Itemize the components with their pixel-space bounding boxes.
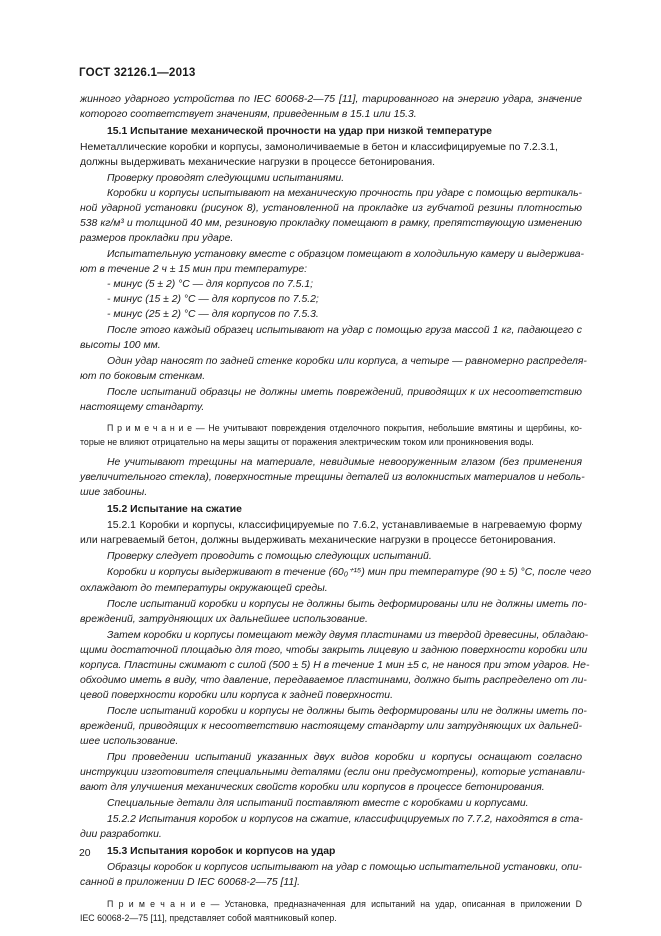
text-line: цевой поверхности коробки или корпуса к задней поверхности.: [80, 690, 393, 701]
section-heading: 15.1 Испытание механической прочности на удар при низкой температуре: [107, 126, 492, 137]
text-line: После испытаний коробки и корпусы не должны быть деформированы или не должны иметь по-: [107, 706, 587, 717]
text-line: вреждений, затрудняющих их дальнейшее использование.: [80, 614, 368, 625]
text-line: 15.2.2 Испытания коробок и корпусов на сжатие, классифицируемых по 7.7.2, находятся в ста-: [107, 814, 583, 825]
text-line: Неметаллические коробки и корпусы, замоноличиваемые в бетон и классифицируемые по 7.2.3.1,: [80, 142, 558, 153]
text-line: санной в приложении D IEC 60068-2—75 [11].: [80, 877, 300, 888]
text-line: ют по боковым стенкам.: [80, 371, 206, 382]
text-line: высоты 100 мм.: [80, 340, 161, 351]
text-line: вреждений, приводящих к несоответствию настоящему стандарту или затрудняющих их дальней-: [80, 721, 582, 732]
section-heading: 15.2 Испытание на сжатие: [107, 504, 242, 515]
text-line: - минус (15 ± 2) °С — для корпусов по 7.5.2;: [107, 294, 319, 305]
note-line: торые не влияют отрицательно на меры защиты от поражения электрическим током или проникновения воды.: [80, 437, 534, 447]
text-line: Один удар наносят по задней стенке коробки или корпуса, а четыре — равномерно распределя-: [107, 356, 587, 367]
text-line: После испытаний коробки и корпусы не должны быть деформированы или не должны иметь по-: [107, 599, 587, 610]
text-line: Проверку следует проводить с помощью следующих испытаний.: [107, 551, 432, 562]
text-line: вают для улучшения механических свойств коробки или корпусов в процессе бетонирования.: [80, 782, 545, 793]
text-line: дии разработки.: [80, 829, 162, 840]
text-line: ют в течение 2 ч ± 15 мин при температуре:: [80, 264, 308, 275]
text-line: жинного ударного устройства по IEC 60068-2—75 [11], тарированного на энергию удара, значение: [80, 94, 582, 105]
text-line: Коробки и корпусы испытывают на механическую прочность при ударе с помощью вертикаль-: [107, 188, 582, 199]
text-line: После этого каждый образец испытывают на удар с помощью груза массой 1 кг, падающего с: [107, 325, 582, 336]
text-line: размеров прокладки при ударе.: [80, 233, 234, 244]
text-line: шее использование.: [80, 736, 179, 747]
text-line: Образцы коробок и корпусов испытывают на удар с помощью испытательной установки, опи-: [107, 862, 582, 873]
text-line: которого соответствует значениям, приведенным в 15.1 или 15.3.: [80, 109, 417, 120]
text-line: Коробки и корпусы выдерживают в течение (60₀⁺¹⁵) мин при температуре (90 ± 5) °С, после чего: [107, 567, 592, 578]
text-line: должны выдерживать механические нагрузки в процессе бетонирования.: [80, 157, 436, 168]
note-line: П р и м е ч а н и е — Установка, предназначенная для испытаний на удар, описанная в приложении D: [107, 899, 582, 909]
text-line: корпуса. Пластины сжимают с силой (500 ± 5) Н в течение 1 мин ±5 с, не нанося при этом ударов. Не-: [80, 660, 590, 671]
text-line: 15.2.1 Коробки и корпусы, классифицируемые по 7.6.2, устанавливаемые в нагреваемую форму: [107, 520, 582, 531]
text-line: Не учитывают трещины на материале, невидимые невооруженным глазом (без применения: [107, 457, 582, 468]
text-line: - минус (5 ± 2) °С — для корпусов по 7.5.1;: [107, 279, 313, 290]
text-line: инструкции изготовителя специальными деталями (если они предусмотрены), которые устанавли-: [80, 767, 586, 778]
text-line: охлаждают до температуры окружающей среды.: [80, 583, 328, 594]
text-line: настоящему стандарту.: [80, 402, 205, 413]
text-line: 538 кг/м³ и толщиной 40 мм, резиновую прокладку помещают в рамку, препятствующую изменению: [80, 218, 582, 229]
text-line: Специальные детали для испытаний поставляют вместе с коробками и корпусами.: [107, 798, 529, 809]
page-number: 20: [79, 848, 91, 859]
standard-header: ГОСТ 32126.1—2013: [79, 66, 196, 79]
text-line: щими достаточной площадью для того, чтобы закрыть лицевую и заднюю поверхности коробки или: [80, 645, 588, 656]
text-line: обходимо иметь в виду, что давление, передаваемое пластинами, должно быть распределено от ли-: [80, 675, 587, 686]
text-line: Проверку проводят следующими испытаниями.: [107, 173, 345, 184]
text-line: увеличительного стекла), поверхностные трещины деталей из волокнистых материалов и неболь-: [80, 472, 585, 483]
text-line: или нагреваемый бетон, должны выдерживать механические нагрузки в процессе бетонирования.: [80, 535, 556, 546]
note-line: IEC 60068-2—75 [11], представляет собой маятниковый копер.: [80, 913, 337, 923]
text-line: - минус (25 ± 2) °С — для корпусов по 7.5.3.: [107, 309, 319, 320]
text-line: шие забоины.: [80, 487, 148, 498]
text-line: После испытаний образцы не должны иметь повреждений, приводящих к их несоответствию: [107, 387, 582, 398]
note-line: П р и м е ч а н и е — Не учитывают повреждения отделочного покрытия, небольшие вмятины и щербины, ко-: [107, 423, 582, 433]
text-line: При проведении испытаний указанных двух видов коробки и корпусы оснащают согласно: [107, 752, 582, 763]
text-line: ной ударной установки (рисунок 8), установленной на прокладке из губчатой резины плотностью: [80, 203, 582, 214]
section-heading: 15.3 Испытания коробок и корпусов на удар: [107, 846, 336, 857]
text-line: Затем коробки и корпусы помещают между двумя пластинами из твердой древесины, обладаю-: [107, 630, 589, 641]
text-line: Испытательную установку вместе с образцом помещают в холодильную камеру и выдержива-: [107, 249, 584, 260]
